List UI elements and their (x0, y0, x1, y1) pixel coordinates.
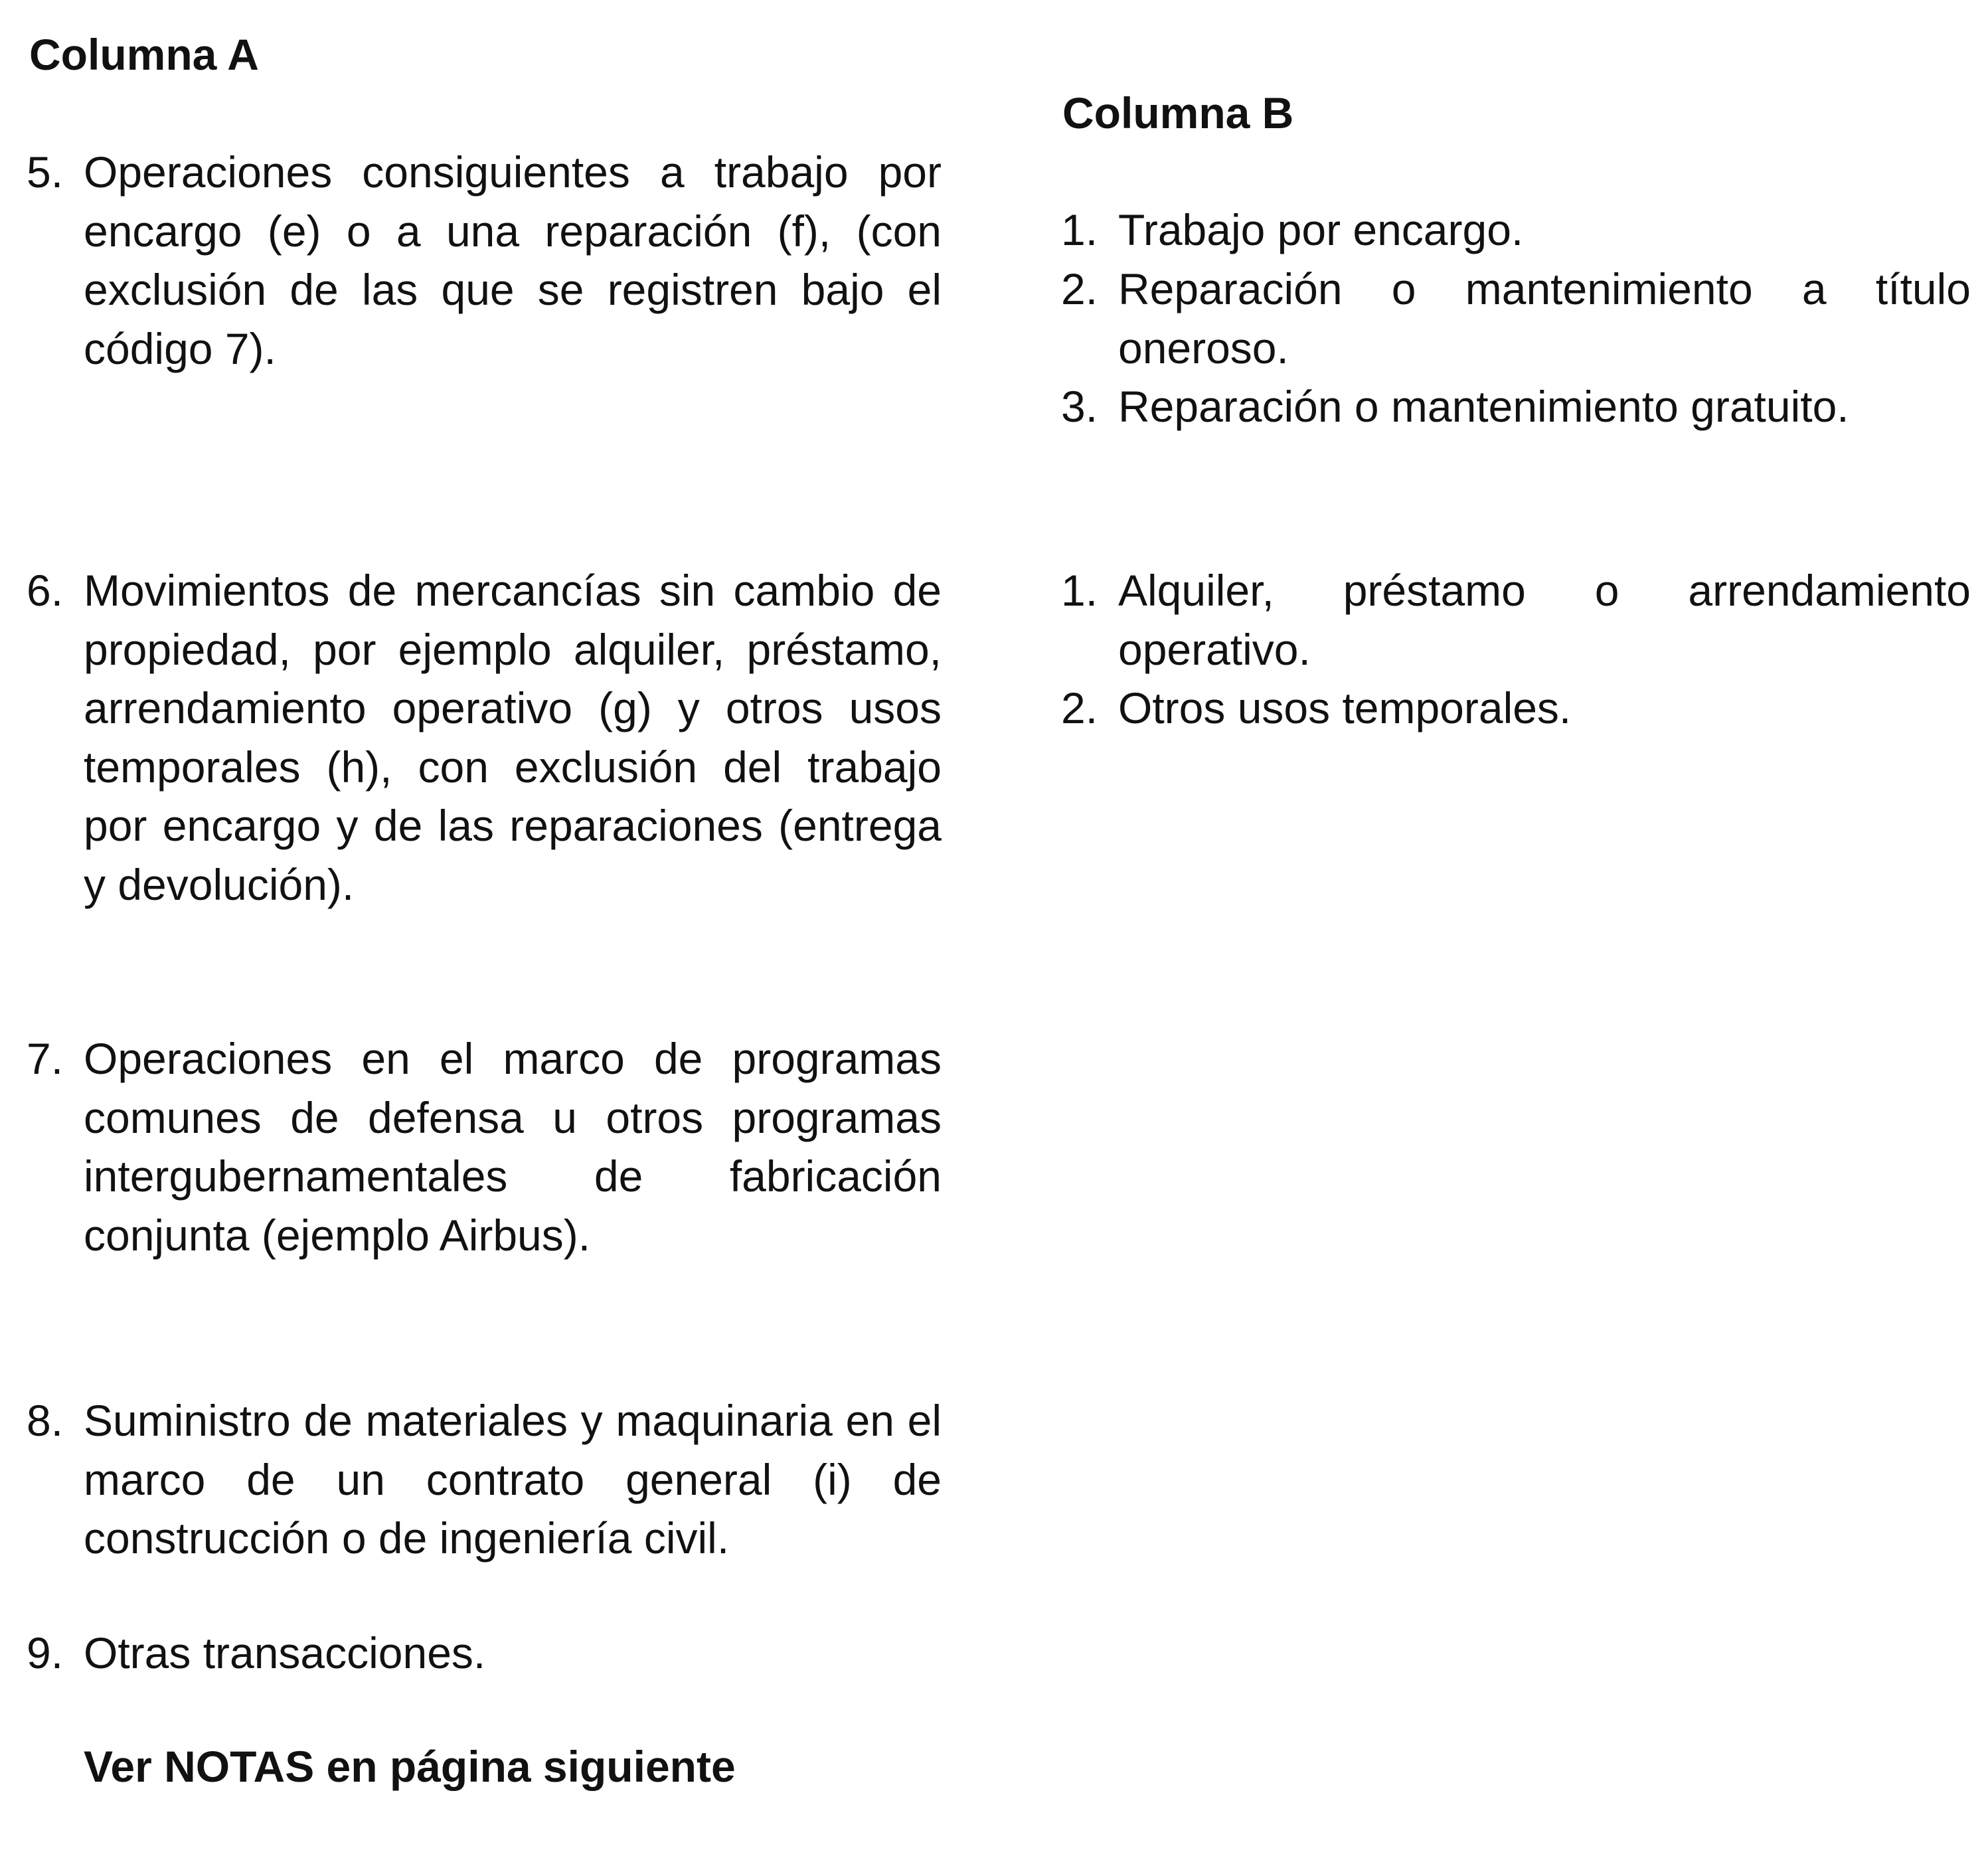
item-number: 1. (1061, 205, 1098, 254)
column-a-item-5 (27, 143, 942, 378)
item-text: Trabajo por encargo. (1118, 205, 1524, 254)
item-number: 7. (27, 1034, 64, 1083)
item-number: 3. (1061, 382, 1098, 431)
column-a-item-8 (27, 1391, 942, 1568)
column-b-heading: Columna B (1062, 88, 1294, 137)
item-number: 1. (1061, 566, 1098, 615)
column-b-item (1061, 561, 1971, 679)
column-a-item-7 (27, 1029, 942, 1264)
column-a-item-6 (27, 561, 942, 914)
item-text: Movimientos de mercancías sin cambio de propiedad, por ejemplo alquiler, préstamo, arrendamiento operativo (g) y otros usos temporales (h), con exclusión del trabajo por encargo y de las reparaciones (entrega y devolución). (84, 566, 942, 909)
column-a-item-9 (27, 1624, 942, 1683)
item-number: 2. (1061, 264, 1098, 313)
item-number: 2. (1061, 683, 1098, 732)
item-text: Alquiler, préstamo o arrendamiento operativo. (1118, 566, 1971, 674)
column-b-item (1061, 377, 1971, 436)
item-text: Otros usos temporales. (1118, 683, 1572, 732)
item-number: 5. (27, 147, 64, 197)
column-b-item (1061, 679, 1971, 738)
item-text: Suministro de materiales y maquinaria en el marco de un contrato general (i) de construcción o de ingeniería civil. (84, 1396, 942, 1563)
item-number: 9. (27, 1628, 64, 1677)
column-b-item (1061, 260, 1971, 377)
column-a-heading: Columna A (29, 30, 259, 79)
footer-note: Ver NOTAS en página siguiente (84, 1742, 736, 1791)
item-text: Operaciones en el marco de programas comunes de defensa u otros programas intergubernamentales de fabricación conjunta (ejemplo Airbus). (84, 1034, 942, 1260)
item-text: Reparación o mantenimiento gratuito. (1118, 382, 1849, 431)
item-number: 6. (27, 566, 64, 615)
item-text: Operaciones consiguientes a trabajo por encargo (e) o a una reparación (f), (con exclusión de las que se registren bajo el código 7). (84, 147, 942, 373)
item-number: 8. (27, 1396, 64, 1445)
column-b-item (1061, 201, 1971, 260)
item-text: Otras transacciones. (84, 1628, 486, 1677)
item-text: Reparación o mantenimiento a título oneroso. (1118, 264, 1971, 373)
